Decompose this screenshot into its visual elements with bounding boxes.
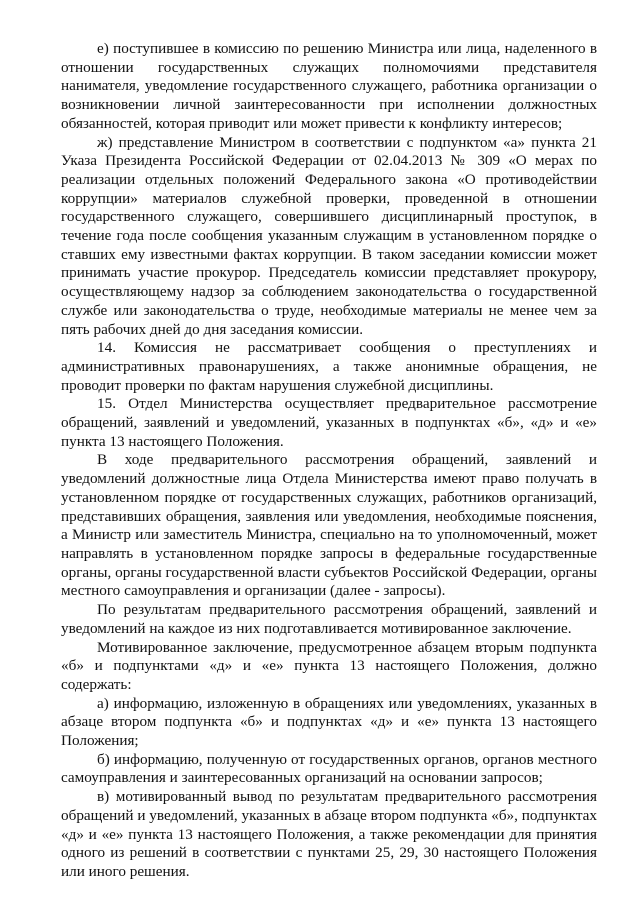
paragraph-subitem-zh: ж) представление Министром в соответствии с подпунктом «а» пункта 21 Указа Президента Российской Федерации от 02.04.2013 № 309 «О мерах по реализации отдельных положений Федерального закона «О противодействии коррупции» материалов служебной проверки, проведенной в отношении государственного служащего, совершившего дисциплинарный проступок, в течение года после сообщения указанным служащим в установленном порядке о ставших ему известными фактах коррупции. В таком заседании комиссии может принимать участие прокурор. Председатель комиссии представляет прокурору, осуществляющему надзор за соблюдением законодательства о государственной службе или законодательства о труде, необходимые материалы не менее чем за пять рабочих дней до дня заседания комиссии. [61,133,597,338]
paragraph-item-14: 14. Комиссия не рассматривает сообщения о преступлениях и административных правонарушениях, а также анонимные обращения, не проводит проверки по фактам нарушения служебной дисциплины. [61,339,597,394]
paragraph-preliminary-review: В ходе предварительного рассмотрения обращений, заявлений и уведомлений должностные лица Отдела Министерства имеют право получать в установленном порядке от государственных служащих, работников организаций, представивших обращения, заявления или уведомления, необходимые пояснения, а Министр или заместитель Министра, специально на то уполномоченный, может направлять в установленном порядке запросы в федеральные государственные органы, органы государственной власти субъектов Российской Федерации, органы местного самоуправления и организации (далее - запросы). [61,451,597,600]
paragraph-list-v: в) мотивированный вывод по результатам предварительного рассмотрения обращений и уведомлений, указанных в абзаце втором подпункта «б», подпунктах «д» и «е» пункта 13 настоящего Положения, а также рекомендации для принятия одного из решений в соответствии с пунктами 25, 29, 30 настоящего Положения или иного решения. [61,788,597,880]
paragraph-review-results: По результатам предварительного рассмотрения обращений, заявлений и уведомлений на каждое из них подготавливается мотивированное заключение. [61,601,597,637]
paragraph-reasoned-conclusion: Мотивированное заключение, предусмотренное абзацем вторым подпункта «б» и подпунктами «д» и «е» пункта 13 настоящего Положения, должно содержать: [61,638,597,693]
paragraph-list-a: а) информацию, изложенную в обращениях или уведомлениях, указанных в абзаце втором подпункта «б» и подпунктах «д» и «е» пункта 13 настоящего Положения; [61,694,597,750]
paragraph-subitem-e: е) поступившее в комиссию по решению Министра или лица, наделенного в отношении государственных служащих полномочиями представителя нанимателя, уведомление государственного служащего, работника организации о возникновении личной заинтересованности при исполнении должностных обязанностей, которая приводит или может привести к конфликту интересов; [61,40,597,132]
paragraph-list-b: б) информацию, полученную от государственных органов, органов местного самоуправления и заинтересованных организаций на основании запросов; [61,750,597,787]
paragraph-item-15: 15. Отдел Министерства осуществляет предварительное рассмотрение обращений, заявлений и уведомлений, указанных в подпунктах «б», «д» и «е» пункта 13 настоящего Положения. [61,395,597,450]
document-page [61,40,597,882]
